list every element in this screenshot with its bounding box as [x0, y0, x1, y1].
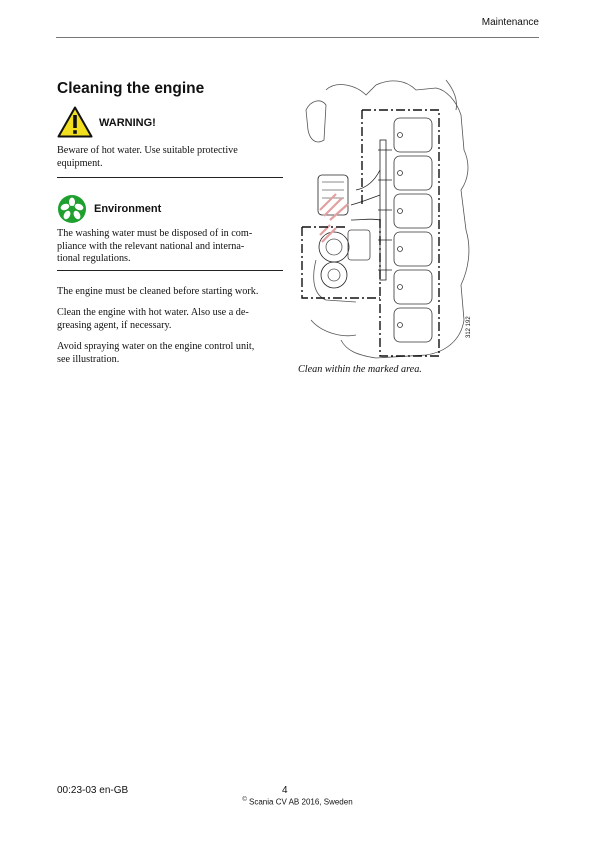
footer-document-id: 00:23-03 en-GB: [57, 785, 129, 796]
copyright-symbol: ©: [242, 797, 247, 803]
warning-text-line: equipment.: [57, 157, 103, 169]
copyright-text: Scania CV AB 2016, Sweden: [249, 797, 353, 807]
body-paragraph: [57, 286, 275, 299]
figure-caption: Clean within the marked area.: [298, 364, 422, 375]
footer-copyright: [0, 797, 595, 807]
warning-text-line: Beware of hot water. Use suitable protective: [57, 145, 238, 156]
body-line: Clean the engine with hot water. Also use a de-: [57, 307, 249, 318]
warning-heading: WARNING!: [99, 117, 156, 129]
environment-text-line: tional regulations.: [57, 253, 131, 264]
header-rule: [56, 37, 539, 38]
page-title: Cleaning the engine: [57, 80, 205, 97]
environment-text: [57, 228, 272, 266]
environment-text-line: The washing water must be disposed of in com-: [57, 228, 253, 239]
warning-triangle-icon: [57, 106, 93, 138]
environment-heading: Environment: [94, 203, 162, 215]
body-line: greasing agent, if necessary.: [57, 319, 172, 331]
header-section-title: Maintenance: [481, 17, 539, 28]
body-line: The engine must be cleaned before starting work.: [57, 286, 259, 297]
footer-page-number: 4: [282, 785, 288, 796]
figure-code: 312 192: [466, 316, 472, 338]
environment-icon: [57, 194, 87, 224]
body-paragraph: [57, 307, 275, 332]
body-paragraph: [57, 341, 275, 366]
engine-illustration: [296, 70, 486, 362]
warning-text: [57, 145, 272, 170]
environment-divider: [57, 270, 283, 271]
environment-text-line: pliance with the relevant national and interna-: [57, 240, 245, 252]
body-line: Avoid spraying water on the engine control unit,: [57, 341, 255, 352]
body-line: see illustration.: [57, 353, 120, 365]
warning-divider: [57, 177, 283, 178]
